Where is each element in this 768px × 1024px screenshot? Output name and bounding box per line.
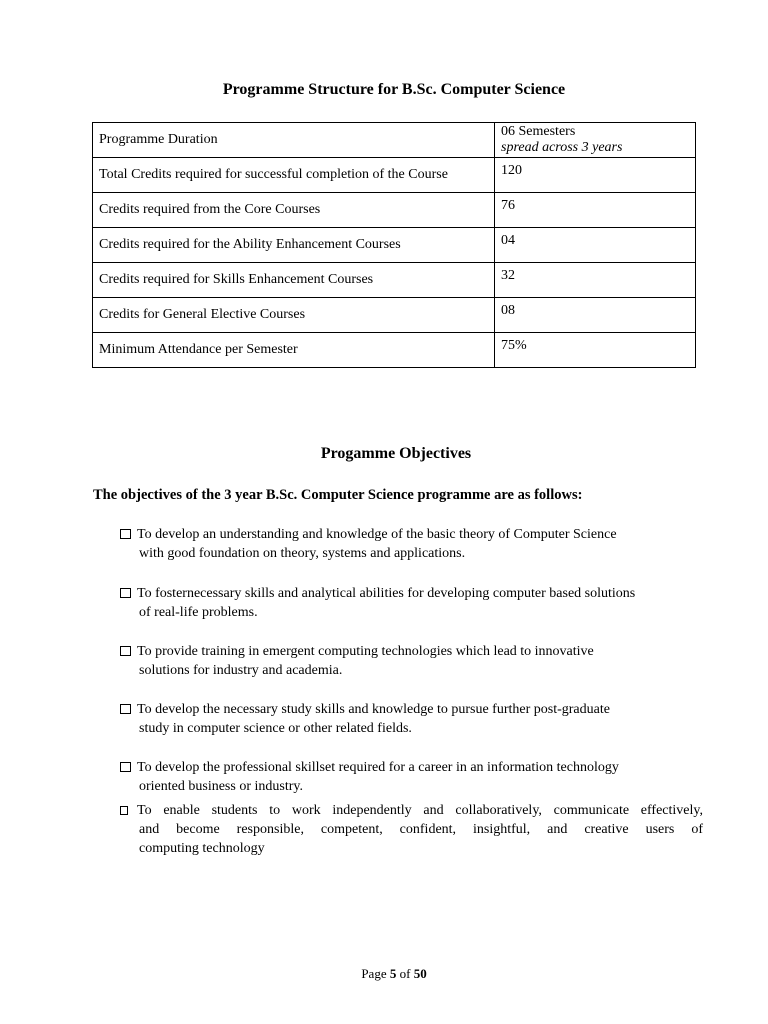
objective-line: To develop an understanding and knowledge of the basic theory of Computer Science bbox=[137, 527, 617, 542]
total-page-count: 50 bbox=[413, 966, 427, 981]
table-row bbox=[93, 228, 696, 263]
table-row bbox=[93, 263, 696, 298]
checkbox-icon bbox=[120, 588, 131, 598]
objective-item bbox=[120, 584, 635, 622]
objective-item bbox=[120, 758, 619, 796]
objective-line: To develop the professional skillset required for a career in an information technology bbox=[137, 760, 619, 775]
checkbox-icon bbox=[120, 806, 128, 815]
current-page-number: 5 bbox=[389, 966, 397, 981]
row-label: Credits required for the Ability Enhancement Courses bbox=[93, 228, 495, 263]
row-label: Credits required from the Core Courses bbox=[93, 193, 495, 228]
footer-separator: of bbox=[396, 966, 414, 981]
objective-line: with good foundation on theory, systems and applications. bbox=[139, 546, 466, 561]
objective-item bbox=[120, 525, 617, 563]
row-value: 08 bbox=[495, 298, 696, 333]
objectives-intro: The objectives of the 3 year B.Sc. Computer Science programme are as follows: bbox=[93, 487, 583, 503]
objectives-title: Progamme Objectives bbox=[320, 445, 472, 462]
row-value bbox=[495, 123, 696, 158]
table-row bbox=[93, 333, 696, 368]
page-title: Programme Structure for B.Sc. Computer Science bbox=[222, 81, 566, 98]
row-value: 04 bbox=[495, 228, 696, 263]
objective-line: To enable students to work independently and collaboratively, communicate effectively, bbox=[137, 803, 703, 818]
value-main: 06 Semesters bbox=[501, 124, 576, 139]
objective-item bbox=[120, 801, 703, 858]
objective-item bbox=[120, 700, 610, 738]
objective-line: solutions for industry and academia. bbox=[139, 663, 343, 678]
row-value: 75% bbox=[495, 333, 696, 368]
objective-line: computing technology bbox=[139, 841, 265, 856]
objective-item bbox=[120, 642, 594, 680]
row-label: Credits for General Elective Courses bbox=[93, 298, 495, 333]
row-label: Credits required for Skills Enhancement Courses bbox=[93, 263, 495, 298]
page-footer bbox=[0, 966, 768, 982]
checkbox-icon bbox=[120, 646, 131, 656]
table-row bbox=[93, 158, 696, 193]
table-row bbox=[93, 193, 696, 228]
row-value: 120 bbox=[495, 158, 696, 193]
objective-line: study in computer science or other related fields. bbox=[139, 721, 412, 736]
objective-line: of real-life problems. bbox=[139, 605, 258, 620]
row-value: 76 bbox=[495, 193, 696, 228]
objective-line: To fosternecessary skills and analytical abilities for developing computer based solutions bbox=[137, 586, 636, 601]
value-note: spread across 3 years bbox=[501, 140, 623, 155]
objective-line: and become responsible, competent, confident, insightful, and creative users of bbox=[139, 822, 703, 837]
checkbox-icon bbox=[120, 762, 131, 772]
objective-line: To develop the necessary study skills and knowledge to pursue further post-graduate bbox=[137, 702, 610, 717]
objective-line: To provide training in emergent computing technologies which lead to innovative bbox=[137, 644, 594, 659]
programme-structure-table bbox=[92, 122, 696, 368]
table-row bbox=[93, 298, 696, 333]
table-row bbox=[93, 123, 696, 158]
row-value: 32 bbox=[495, 263, 696, 298]
row-label: Total Credits required for successful completion of the Course bbox=[93, 158, 495, 193]
row-label: Programme Duration bbox=[93, 123, 495, 158]
checkbox-icon bbox=[120, 704, 131, 714]
objective-line: oriented business or industry. bbox=[139, 779, 303, 794]
checkbox-icon bbox=[120, 529, 131, 539]
row-label: Minimum Attendance per Semester bbox=[93, 333, 495, 368]
footer-prefix: Page bbox=[361, 966, 390, 981]
